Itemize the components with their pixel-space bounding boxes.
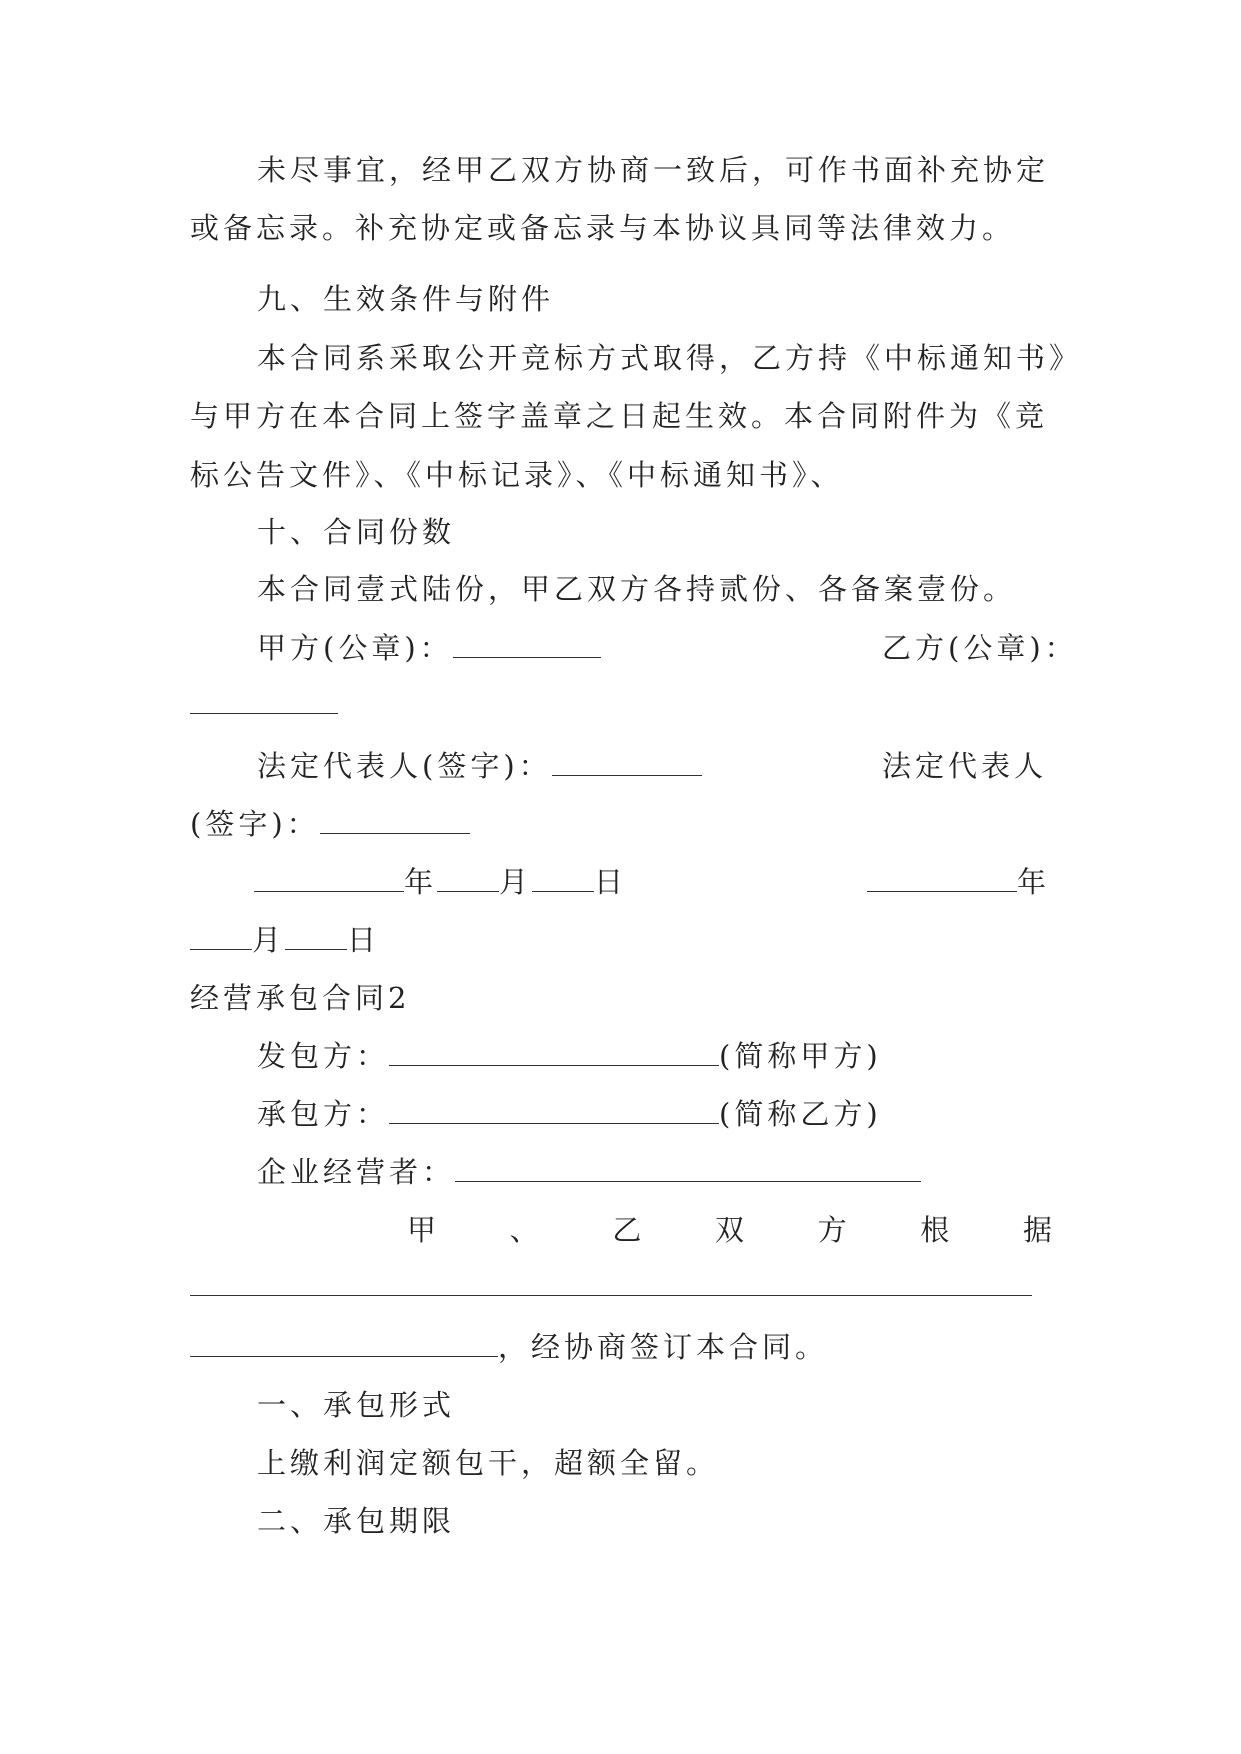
- basis-word: 方: [817, 1213, 847, 1247]
- operator-row: [257, 1152, 921, 1192]
- date-a-row: [254, 862, 627, 902]
- paragraph-line: 本合同壹式陆份，甲乙双方各持贰份、各备案壹份。: [257, 572, 1017, 606]
- month-blank: [437, 863, 499, 892]
- day-blank: [285, 921, 347, 950]
- year-label: 年: [1017, 865, 1051, 899]
- basis-word: 据: [1022, 1213, 1052, 1247]
- legal-rep-a-blank: [552, 747, 702, 776]
- section-heading: 二、承包期限: [257, 1504, 456, 1538]
- basis-word: 双: [714, 1213, 744, 1247]
- party-b-seal-label: 乙方(公章)：: [882, 631, 1078, 665]
- issuer-blank: [389, 1037, 719, 1066]
- party-a-seal-blank: [453, 629, 601, 658]
- basis-word: 乙: [612, 1213, 642, 1247]
- party-b-seal-blank: [190, 712, 338, 714]
- year-label: 年: [404, 865, 438, 899]
- basis-blank-continued: [190, 1328, 498, 1357]
- signed-text: ，经协商签订本合同。: [498, 1330, 829, 1364]
- legal-rep-b-sign-row: [190, 804, 470, 844]
- legal-rep-a-label: 法定代表人(签字)：: [257, 749, 552, 783]
- paragraph-line: 上缴利润定额包干，超额全留。: [257, 1446, 720, 1480]
- legal-rep-a-row: [257, 746, 702, 786]
- day-label: 日: [594, 865, 628, 899]
- party-a-seal-row: [257, 628, 601, 668]
- month-blank: [190, 921, 252, 950]
- signed-row: [190, 1327, 828, 1367]
- year-blank: [867, 863, 1017, 892]
- month-label: 月: [499, 865, 533, 899]
- section-heading: 十、合同份数: [257, 515, 456, 549]
- party-a-seal-label: 甲方(公章)：: [257, 631, 453, 665]
- contractor-label: 承包方：: [257, 1097, 390, 1131]
- date-b-month-row: [190, 920, 380, 960]
- legal-rep-b-blank: [320, 805, 470, 834]
- operator-label: 企业经营者：: [257, 1155, 456, 1189]
- operator-blank: [455, 1153, 921, 1182]
- basis-word: 甲: [407, 1213, 437, 1247]
- basis-blank: [190, 1294, 1032, 1296]
- section-heading: 九、生效条件与附件: [257, 282, 555, 316]
- contractor-suffix: (简称乙方): [719, 1097, 882, 1131]
- legal-rep-b-sign-label: (签字)：: [190, 807, 320, 841]
- issuer-suffix: (简称甲方): [719, 1039, 882, 1073]
- document-title: 经营承包合同2: [190, 981, 411, 1015]
- paragraph-line: 标公告文件》、《中标记录》、《中标通知书》、: [190, 458, 844, 492]
- issuer-label: 发包方：: [257, 1039, 390, 1073]
- basis-word: 根: [920, 1213, 950, 1247]
- section-heading: 一、承包形式: [257, 1388, 456, 1422]
- basis-row: [407, 1210, 1052, 1250]
- issuer-row: [257, 1036, 882, 1076]
- paragraph-line: 本合同系采取公开竞标方式取得，乙方持《中标通知书》: [257, 341, 1083, 375]
- paragraph-line: 或备忘录。补充协定或备忘录与本协议具同等法律效力。: [190, 211, 1016, 245]
- legal-rep-b-label: 法定代表人: [882, 749, 1048, 783]
- contractor-blank: [389, 1095, 719, 1124]
- month-label: 月: [252, 923, 286, 957]
- basis-word: 、: [509, 1213, 539, 1247]
- year-blank: [254, 863, 404, 892]
- paragraph-line: 与甲方在本合同上签字盖章之日起生效。本合同附件为《竞: [190, 399, 1049, 433]
- date-b-year-row: [867, 862, 1050, 902]
- paragraph-line: 未尽事宜，经甲乙双方协商一致后，可作书面补充协定: [257, 153, 1050, 187]
- day-blank: [532, 863, 594, 892]
- day-label: 日: [347, 923, 381, 957]
- contractor-row: [257, 1094, 882, 1134]
